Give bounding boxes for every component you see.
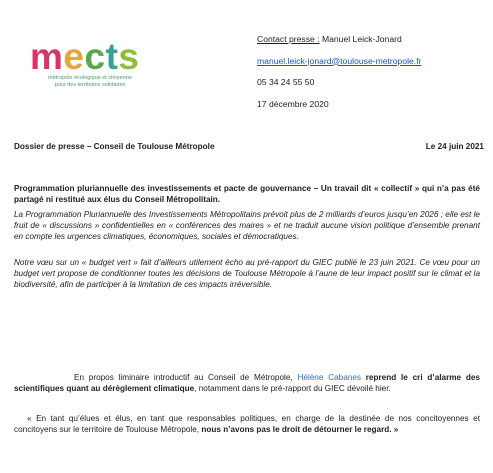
paragraph-quote: « En tant qu’élues et élus, en tant que responsables politiques, en charge de la destinée de nos concitoyennes et concitoyens sur le territoire de Toulouse Métropole, nous n’avons pas le droit de détourner le regard. » [14,414,480,434]
contact-line [257,34,421,44]
document-header [14,142,484,151]
section-heading: Programmation pluriannuelle des investissements et pacte de gouvernance – Un travail dit « collectif » qui n’a pas été partagé ni restitué aux élus du Conseil Métropolitain. [14,184,480,204]
paragraph-budget-vert: Notre vœu sur un « budget vert » fait d’ailleurs utilement écho au pré-rapport du GIEC publié le 23 juin 2021. Ce vœu pour un budget vert propose de conditionner toutes les décisions de Toulouse Métropole à l’aune de leur impact positif sur le climat et la biodiversité, afin de participer à la limitation de ces impacts irréversible. [14,258,480,289]
paragraph-ppi: La Programmation Pluriannuelle des Investissements Métropolitains prévoit plus de 2 milliards d’euros jusqu’en 2026 ; elle est le fruit de « discussions » confidentielles en « conférences des maires » et ne traduit aucune vision politique d’ensemble prenant en compte les urgences climatiques, économiques, sociales et démocratiques. [14,210,480,241]
speaker-name: Hélène Cabanes [297,373,361,382]
paragraph-intro: En propos liminaire introductif au Conseil de Métropole, Hélène Cabanes reprend le cri d’alarme des scientifiques quant au dérèglement climatique, notamment dans le pré-rapport du GIEC dévoilé hier. [14,373,480,393]
logo-tagline: métropole écologique et citoyenne pour des territoires solidaires [48,75,132,88]
logo-wordmark: mects [30,36,140,77]
contact-phone: 05 34 24 55 50 [257,77,315,87]
contact-label: Contact presse : [257,34,320,44]
mects-logo [30,36,150,88]
document-date: Le 24 juin 2021 [425,142,484,151]
contact-name: Manuel Leick-Jonard [319,34,402,44]
contact-email-link[interactable]: manuel.leick-jonard@toulouse-metropole.fr [257,55,422,66]
press-contact [257,34,421,120]
contact-date: 17 décembre 2020 [257,98,329,109]
document-title: Dossier de presse – Conseil de Toulouse Métropole [14,142,215,151]
